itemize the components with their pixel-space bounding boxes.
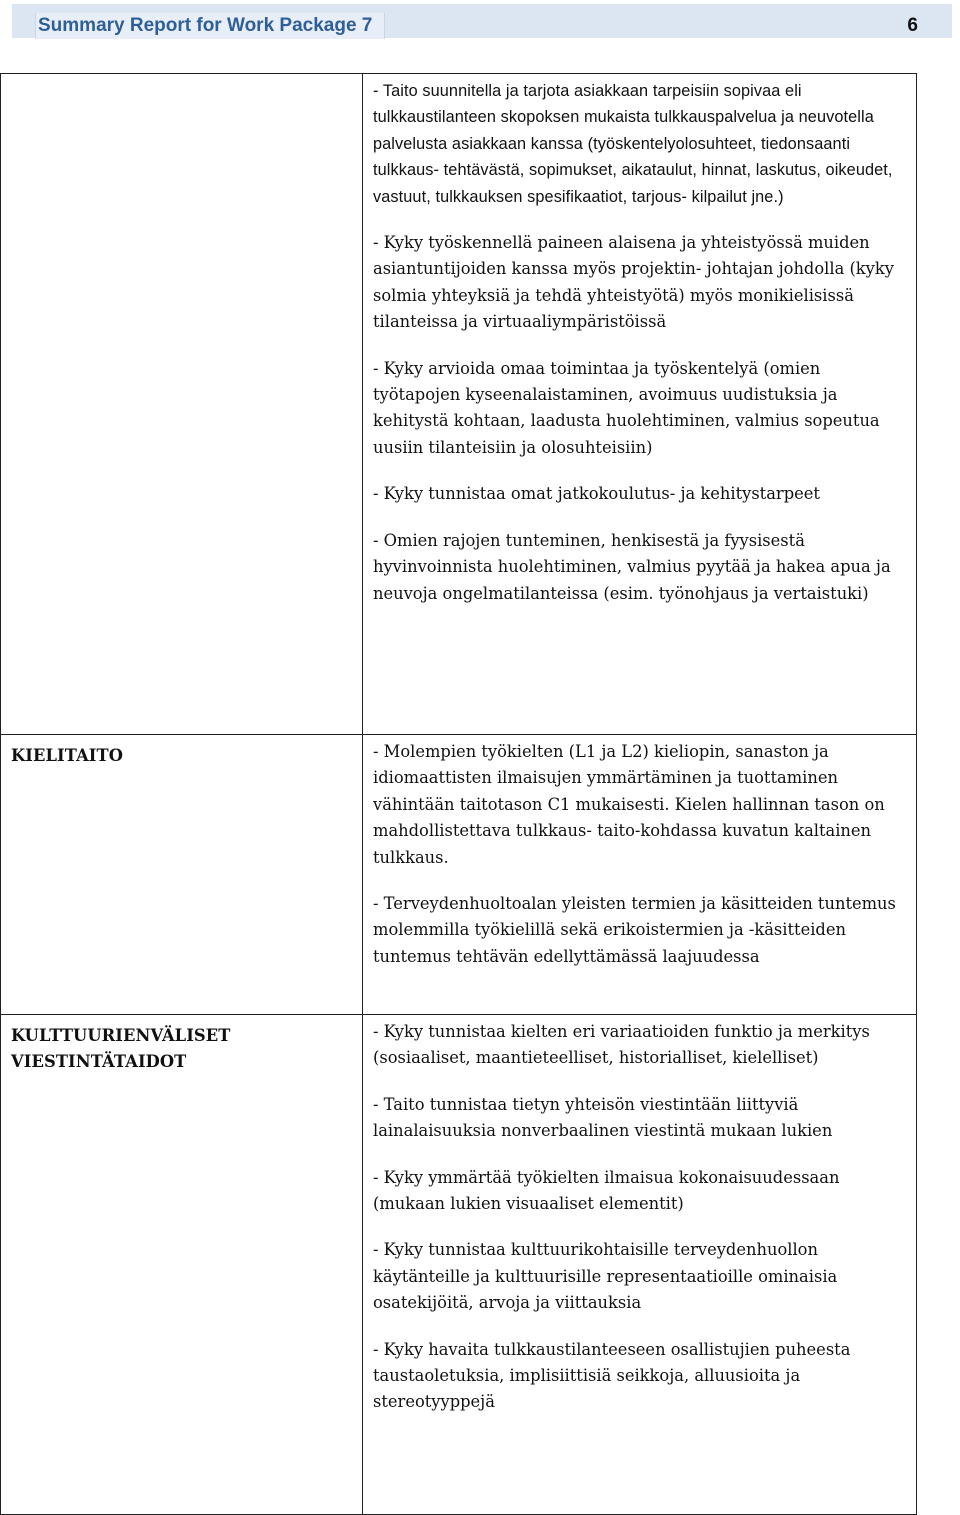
list-item: - Kyky työskennellä paineen alaisena ja yhteistyössä muiden asiantuntijoiden kanssa myös projektin- johtajan johdolla (kyky solmia yhteyksiä ja tehdä yhteistyötä) myös monikielisissä tilanteissa ja virtuaaliympäristöissä [373, 233, 894, 332]
row-label: KULTTUURIENVÄLISET VIESTINTÄTAIDOT [1, 1015, 363, 1515]
list-item: - Omien rajojen tunteminen, henkisestä ja fyysisestä hyvinvoinnista huolehtiminen, valmius pyytää ja hakea apua ja neuvoja ongelmatilanteissa (esim. työnohjaus ja vertaistuki) [373, 530, 891, 603]
row-label: KIELITAITO [1, 735, 363, 1015]
table-row [1, 1015, 917, 1515]
table-row [1, 74, 917, 735]
page-header [12, 4, 952, 38]
list-item: - Kyky havaita tulkkaustilanteeseen osallistujien puheesta taustaoletuksia, implisiittisiä seikkoja, alluusioita ja stereotyyppejä [373, 1339, 851, 1412]
list-item: - Kyky arvioida omaa toimintaa ja työskentelyä (omien työtapojen kyseenalaistaminen, avoimuus uudistuksia ja kehitystä kohtaan, laadusta huolehtiminen, valmius sopeutua uusiin tilanteisiin ja olosuhteisiin) [373, 358, 880, 457]
row-content [363, 74, 917, 735]
competence-table [0, 73, 917, 1515]
row-label [1, 74, 363, 735]
report-title: Summary Report for Work Package 7 [35, 13, 385, 39]
list-item: - Kyky tunnistaa kulttuurikohtaisille terveydenhuollon käytänteille ja kulttuurisille representaatioille ominaisia osatekijöitä, arvoja ja viittauksia [373, 1240, 838, 1313]
list-item: - Terveydenhuoltoalan yleisten termien ja käsitteiden tuntemus molemmilla työkielillä sekä erikoistermien ja -käsitteiden tuntemus tehtävän edellyttämässä laajuudessa [373, 894, 896, 966]
list-item: - Kyky tunnistaa omat jatkokoulutus- ja kehitystarpeet [373, 484, 820, 504]
list-item: - Molempien työkielten (L1 ja L2) kieliopin, sanaston ja idiomaattisten ilmaisujen ymmärtäminen ja tuottaminen vähintään taitotason C1 mukaisesti. Kielen hallinnan tason on mahdollistettava tulkkaus- taito-kohdassa kuvatun kaltainen tulkkaus. [373, 742, 885, 867]
list-item: - Taito tunnistaa tietyn yhteisön viestintään liittyviä lainalaisuuksia nonverbaalinen viestintä mukaan lukien [373, 1094, 833, 1141]
list-item: - Kyky tunnistaa kielten eri variaatioiden funktio ja merkitys (sosiaaliset, maantieteelliset, historialliset, kielelliset) [373, 1022, 870, 1068]
row-content [363, 1015, 917, 1515]
page-number: 6 [907, 15, 918, 36]
list-item: - Taito suunnitella ja tarjota asiakkaan tarpeisiin sopivaa eli tulkkaustilanteen skopoksen mukaista tulkkauspalvelua ja neuvotella palvelusta asiakkaan kanssa (työskentelyolosuhteet, tiedonsaanti tulkkaus- tehtävästä, sopimukset, aikataulut, hinnat, laskutus, oikeudet, vastuut, tulkkauksen spesifikaatiot, tarjous- kilpailut jne.) [373, 82, 893, 206]
row-content [363, 735, 917, 1015]
list-item: - Kyky ymmärtää työkielten ilmaisua kokonaisuudessaan (mukaan lukien visuaaliset elementit) [373, 1167, 840, 1214]
competence-table-wrapper [0, 73, 916, 1515]
table-row [1, 735, 917, 1015]
